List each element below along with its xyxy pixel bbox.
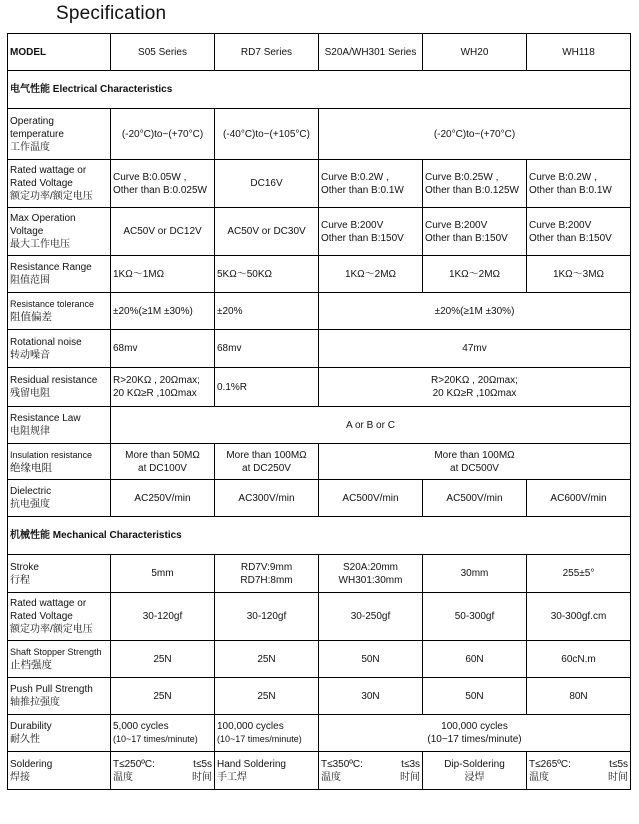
cell: [423, 208, 527, 256]
cell: (-20°C)to~(+70°C): [319, 109, 631, 160]
solder-temp-cn: 温度: [321, 771, 341, 783]
table-row: [8, 752, 631, 790]
cell-line: Hand Soldering: [217, 758, 286, 770]
cell-line: WH301:30mm: [338, 574, 403, 586]
cell: [215, 444, 319, 480]
section-title-electrical: 电气性能 Electrical Characteristics: [8, 71, 631, 109]
solder-temp: T≤265ºC:: [529, 758, 571, 770]
label-en: Shaft Stopper Strength: [10, 647, 102, 657]
label-en: Insulation resistance: [10, 449, 93, 460]
row-label: [8, 256, 111, 293]
cell: (-40°C)to~(+105°C): [215, 109, 319, 160]
cell: 25N: [111, 678, 215, 715]
cell: 30-250gf: [319, 593, 423, 641]
cell: [423, 752, 527, 790]
cell-line: [321, 771, 420, 784]
cell: AC50V or DC30V: [215, 208, 319, 256]
cell: 60cN.m: [527, 641, 631, 678]
cell-line: at DC500V: [450, 462, 499, 474]
label-en: Rated wattage or: [10, 598, 87, 609]
cell-line: Other than B:0.025W: [113, 184, 207, 196]
cell-line: 100,000 cycles: [217, 721, 284, 732]
label-cn: 绝缘电阻: [10, 461, 52, 474]
cell: A or B or C: [111, 407, 631, 444]
label-en: Rated wattage or: [10, 165, 87, 176]
label-cn: 残留电阻: [10, 388, 50, 399]
cell-line: 浸焊: [464, 771, 485, 783]
row-label: [8, 160, 111, 208]
cell-line: Dip-Soldering: [444, 758, 505, 770]
label-en: Max Operation: [10, 213, 76, 224]
cell-line: at DC100V: [138, 462, 187, 474]
section-row-electrical: [8, 71, 631, 109]
label-en: Resistance tolerance: [10, 299, 95, 309]
label-cn: 转动噪音: [10, 349, 50, 361]
table-row: [8, 715, 631, 752]
table-row: [8, 293, 631, 330]
cell: [319, 368, 631, 407]
cell: 60N: [423, 641, 527, 678]
solder-time-cn: 时间: [608, 771, 628, 783]
col-rd7: RD7 Series: [215, 34, 319, 71]
label-en: Resistance Range: [10, 262, 92, 273]
solder-time: t≤5s: [193, 758, 212, 770]
row-label: [8, 555, 111, 593]
label-cn: 耐久性: [10, 734, 40, 745]
cell: AC300V/min: [215, 480, 319, 517]
cell: 1KΩ～2MΩ: [423, 256, 527, 293]
cell: AC250V/min: [111, 480, 215, 517]
table-row: [8, 160, 631, 208]
table-header-row: [8, 34, 631, 71]
cell: 50N: [423, 678, 527, 715]
table-row: [8, 208, 631, 256]
cell-line: Other than B:150V: [425, 232, 508, 244]
cell-line: More than 100MΩ: [226, 449, 307, 461]
cell-line: R>20KΩ , 20Ωmax;: [431, 375, 518, 386]
cell: DC16V: [215, 160, 319, 208]
cell: AC600V/min: [527, 480, 631, 517]
table-row: [8, 593, 631, 641]
cell: [319, 160, 423, 208]
label-cn: 止档强度: [10, 659, 52, 671]
cell: 68mv: [111, 330, 215, 368]
cell: 5mm: [111, 555, 215, 593]
solder-time: t≤3s: [401, 758, 420, 770]
cell-line: 手工焊: [217, 771, 247, 783]
cell: 25N: [215, 641, 319, 678]
cell: 47mv: [319, 330, 631, 368]
label-cn: 工作温度: [10, 141, 50, 153]
cell-line: Curve B:200V: [425, 219, 488, 231]
label-en: Stroke: [10, 561, 39, 573]
cell: 30-300gf.cm: [527, 593, 631, 641]
cell: [319, 752, 423, 790]
label-cn: 抗电强度: [10, 499, 50, 510]
cell: 50N: [319, 641, 423, 678]
solder-temp: T≤250ºC:: [113, 758, 155, 770]
label-cn: 焊接: [10, 771, 30, 783]
cell: AC500V/min: [319, 480, 423, 517]
row-label: [8, 368, 111, 407]
section-title-mechanical: 机械性能 Mechanical Characteristics: [8, 517, 631, 555]
cell-line: at DC250V: [242, 462, 291, 474]
label-en: Rotational noise: [10, 336, 82, 348]
model-header: MODEL: [8, 34, 111, 71]
table-row: [8, 480, 631, 517]
cell-line: (10~17 times/minute): [113, 734, 198, 744]
cell-line: 5,000 cycles: [113, 721, 169, 732]
cell-line: Curve B:0.2W ,: [321, 171, 389, 183]
cell: ±20%(≥1M ±30%): [111, 293, 215, 330]
table-row: [8, 444, 631, 480]
cell: [319, 715, 631, 752]
row-label: [8, 715, 111, 752]
cell-line: Curve B:200V: [529, 219, 592, 231]
solder-temp-cn: 温度: [529, 771, 549, 783]
cell: [319, 444, 631, 480]
cell: [527, 208, 631, 256]
row-label: [8, 752, 111, 790]
label-cn: 轴推拉强度: [10, 697, 60, 708]
cell: [527, 752, 631, 790]
solder-temp: T≤350ºC:: [321, 758, 363, 770]
cell: [111, 444, 215, 480]
label-cn: 额定功率/额定电压: [10, 624, 93, 635]
cell: [319, 208, 423, 256]
table-row: [8, 641, 631, 678]
cell: [215, 715, 319, 752]
row-label: [8, 678, 111, 715]
cell: 25N: [215, 678, 319, 715]
row-label: [8, 593, 111, 641]
label-en: Operating temperature: [10, 115, 64, 140]
col-wh118: WH118: [527, 34, 631, 71]
col-s20a-wh301: S20A/WH301 Series: [319, 34, 423, 71]
row-label: [8, 480, 111, 517]
cell-line: (10~17 times/minute): [427, 734, 522, 745]
label-en: Voltage: [10, 226, 44, 237]
cell-line: [113, 758, 212, 771]
cell-line: [529, 758, 628, 771]
cell: 30mm: [423, 555, 527, 593]
cell: 68mv: [215, 330, 319, 368]
cell-line: R>20KΩ , 20Ωmax;: [113, 375, 200, 386]
label-cn: 行程: [10, 574, 30, 586]
cell: 50-300gf: [423, 593, 527, 641]
label-en: Durability: [10, 721, 52, 732]
cell-line: Curve B:0.05W ,: [113, 171, 187, 183]
label-cn: 阻值范围: [10, 275, 50, 286]
specification-table: [7, 33, 631, 790]
cell-line: Other than B:0.1W: [321, 184, 404, 196]
cell: [111, 715, 215, 752]
solder-time-cn: 时间: [192, 771, 212, 783]
cell-line: 20 KΩ≥R ,10Ωmax: [432, 388, 517, 399]
label-cn: 阻值偏差: [10, 311, 52, 323]
solder-temp-cn: 温度: [113, 771, 133, 783]
col-wh20: WH20: [423, 34, 527, 71]
cell-line: Other than B:150V: [529, 232, 612, 244]
cell: 30-120gf: [215, 593, 319, 641]
row-label: [8, 444, 111, 480]
label-en: Dielectric: [10, 486, 52, 497]
cell-line: Curve B:200V: [321, 219, 384, 231]
cell-line: Other than B:0.125W: [425, 184, 519, 196]
cell-line: Curve B:0.2W ,: [529, 171, 597, 183]
cell: ±20%: [215, 293, 319, 330]
cell-line: [529, 771, 628, 784]
cell-line: Curve B:0.25W ,: [425, 171, 499, 183]
cell: AC500V/min: [423, 480, 527, 517]
cell-line: Other than B:0.1W: [529, 184, 612, 196]
label-en: Soldering: [10, 758, 53, 770]
cell-line: RD7V:9mm: [240, 561, 293, 573]
table-row: [8, 256, 631, 293]
section-row-mechanical: [8, 517, 631, 555]
row-label: [8, 407, 111, 444]
cell-line: More than 50MΩ: [125, 449, 200, 461]
cell: ±20%(≥1M ±30%): [319, 293, 631, 330]
cell-line: [321, 758, 420, 771]
label-en: Rated Voltage: [10, 611, 73, 622]
table-row: [8, 407, 631, 444]
cell: 1KΩ～2MΩ: [319, 256, 423, 293]
cell-line: RD7H:8mm: [240, 574, 293, 586]
table-row: [8, 330, 631, 368]
cell: 1KΩ～1MΩ: [111, 256, 215, 293]
table-row: [8, 368, 631, 407]
cell: [111, 160, 215, 208]
label-en: Push Pull Strength: [10, 684, 93, 695]
cell-line: 20 KΩ≥R ,10Ωmax: [113, 388, 197, 399]
cell: 255±5°: [527, 555, 631, 593]
cell: [215, 555, 319, 593]
cell: 0.1%R: [215, 368, 319, 407]
col-s05: S05 Series: [111, 34, 215, 71]
cell-line: (10~17 times/minute): [217, 734, 302, 744]
row-label: [8, 641, 111, 678]
cell: AC50V or DC12V: [111, 208, 215, 256]
solder-time: t≤5s: [609, 758, 628, 770]
cell: [215, 752, 319, 790]
cell-line: S20A:20mm: [342, 561, 399, 573]
table-row: [8, 678, 631, 715]
cell: [527, 160, 631, 208]
table-row: [8, 109, 631, 160]
cell-line: More than 100MΩ: [434, 449, 515, 461]
cell: [111, 752, 215, 790]
cell: [319, 555, 423, 593]
row-label: [8, 330, 111, 368]
row-label: [8, 208, 111, 256]
label-en: Residual resistance: [10, 375, 98, 386]
cell-line: 100,000 cycles: [441, 721, 508, 732]
label-en: Resistance Law: [10, 413, 81, 424]
cell: 1KΩ～3MΩ: [527, 256, 631, 293]
cell-line: Other than B:150V: [321, 232, 404, 244]
label-cn: 最大工作电压: [10, 239, 70, 250]
cell: 25N: [111, 641, 215, 678]
row-label: [8, 293, 111, 330]
solder-time-cn: 时间: [400, 771, 420, 783]
label-cn: 电阻规律: [10, 426, 50, 437]
cell: [423, 160, 527, 208]
cell: 30-120gf: [111, 593, 215, 641]
row-label: [8, 109, 111, 160]
cell-line: [113, 771, 212, 784]
cell: 5KΩ～50KΩ: [215, 256, 319, 293]
cell: 30N: [319, 678, 423, 715]
table-row: [8, 555, 631, 593]
label-en: Rated Voltage: [10, 178, 73, 189]
cell: (-20°C)to~(+70°C): [111, 109, 215, 160]
cell: 80N: [527, 678, 631, 715]
cell: [111, 368, 215, 407]
label-cn: 额定功率/额定电压: [10, 191, 93, 202]
page-title: Specification: [56, 3, 167, 24]
